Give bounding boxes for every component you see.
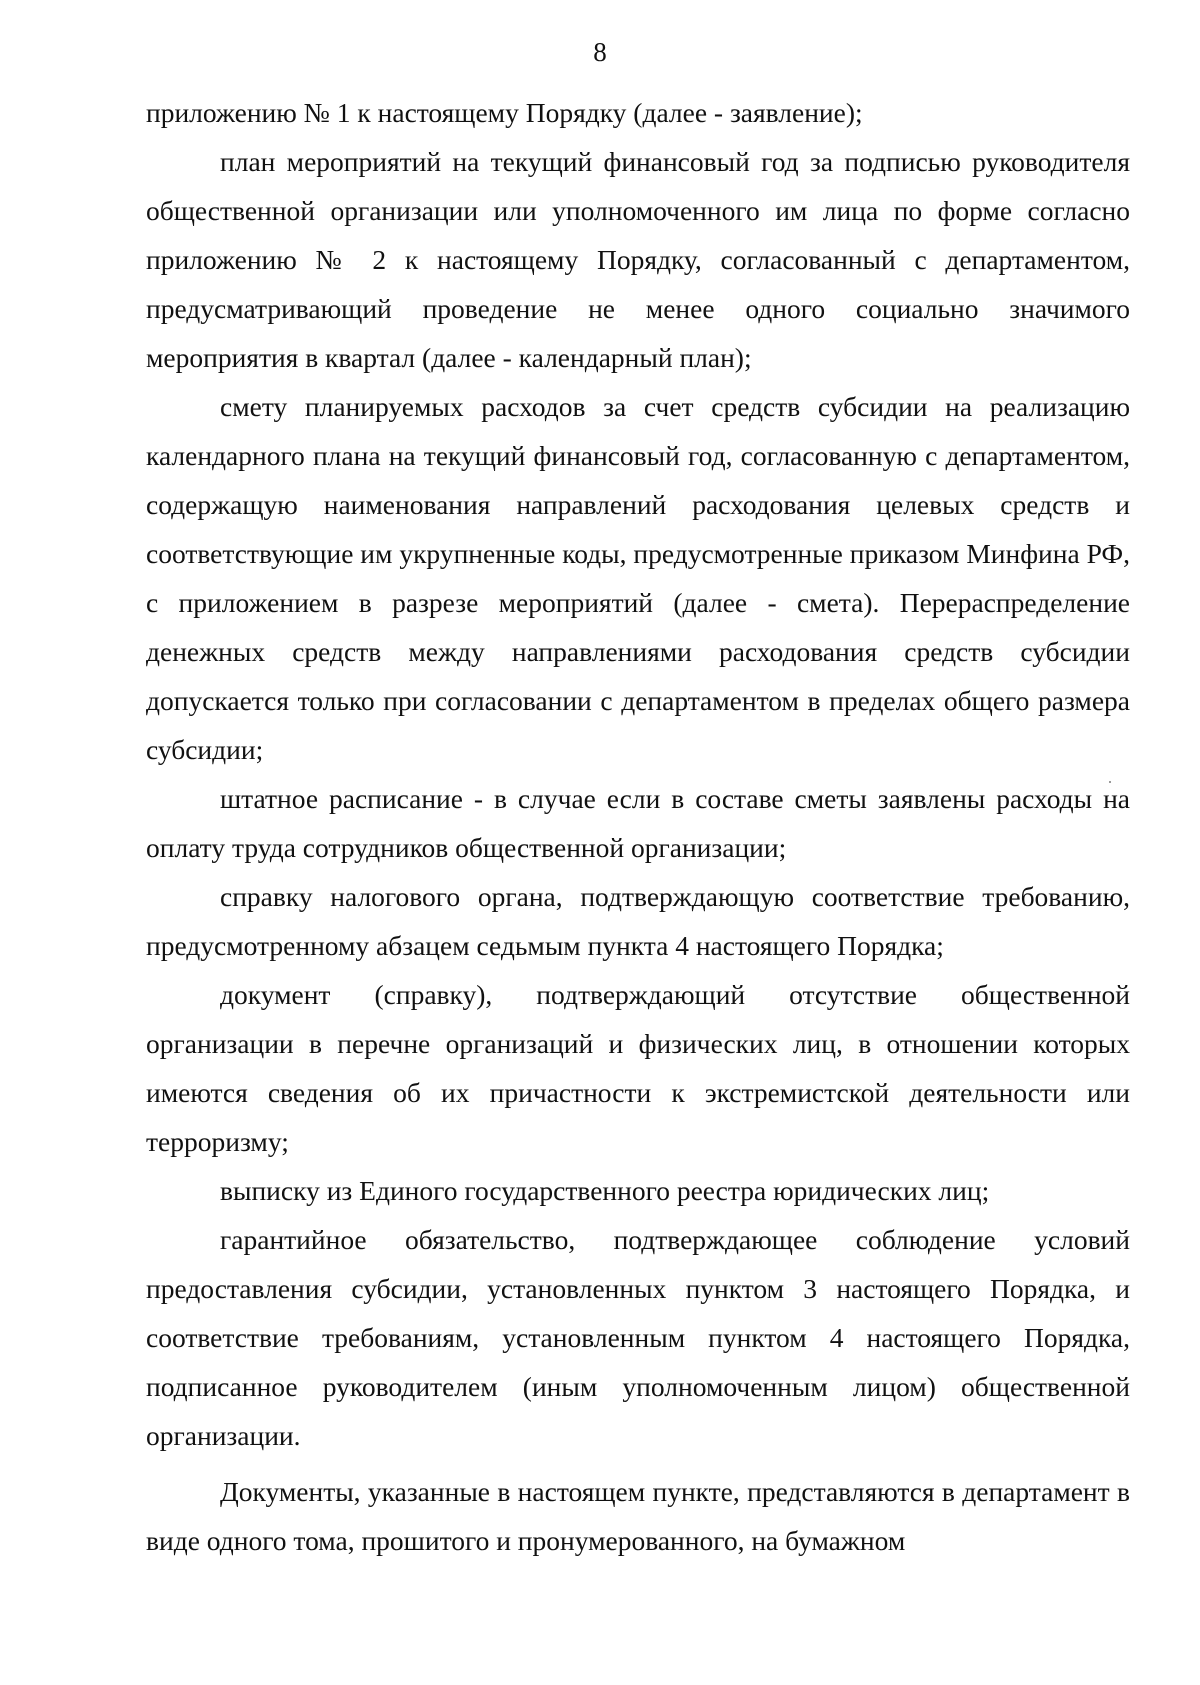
paragraph-extremism-certificate: документ (справку), подтверждающий отсутствие общественной организации в перечне организаций и физических лиц, в отношении которых имеются сведения об их причастности к экстремистской деятельности или терроризму; — [146, 979, 1130, 1157]
page-number: 8 — [593, 37, 607, 67]
paragraph-tax-certificate: справку налогового органа, подтверждающую соответствие требованию, предусмотренному абзацем седьмым пункта 4 настоящего Порядка; — [146, 881, 1130, 961]
paragraph-documents-submission: Документы, указанные в настоящем пункте, представляются в департамент в виде одного тома, прошитого и пронумерованного, на бумажном — [146, 1476, 1130, 1556]
paragraph-guarantee-obligation: гарантийное обязательство, подтверждающее соблюдение условий предоставления субсидии, установленных пунктом 3 настоящего Порядка, и соответствие требованиям, установленным пунктом 4 настоящего Порядка, подписанное руководителем (иным уполномоченным лицом) общественной организации. — [146, 1224, 1130, 1451]
paragraph-event-plan: план мероприятий на текущий финансовый год за подписью руководителя общественной организации или уполномоченного им лица по форме согласно приложению № 2 к настоящему Порядку, согласованный с департаментом, предусматривающий проведение не менее одного социально значимого мероприятия в квартал (далее - календарный план); — [146, 146, 1130, 373]
paragraph-application-continuation: приложению № 1 к настоящему Порядку (далее - заявление); — [146, 97, 863, 128]
paragraph-staff-schedule: штатное расписание - в случае если в составе сметы заявлены расходы на оплату труда сотрудников общественной организации; — [146, 783, 1130, 863]
paragraph-expense-estimate: смету планируемых расходов за счет средств субсидии на реализацию календарного плана на текущий финансовый год, согласованную с департаментом, содержащую наименования направлений расходования целевых средств и соответствующие им укрупненные коды, предусмотренные приказом Минфина РФ, с приложением в разрезе мероприятий (далее - смета). Перераспределение денежных средств между направлениями расходования средств субсидии допускается только при согласовании с департаментом в пределах общего размера субсидии; — [146, 391, 1130, 765]
document-body — [146, 88, 1130, 1565]
scan-artifact — [1109, 781, 1111, 783]
paragraph-registry-extract: выписку из Единого государственного реестра юридических лиц; — [220, 1175, 990, 1206]
